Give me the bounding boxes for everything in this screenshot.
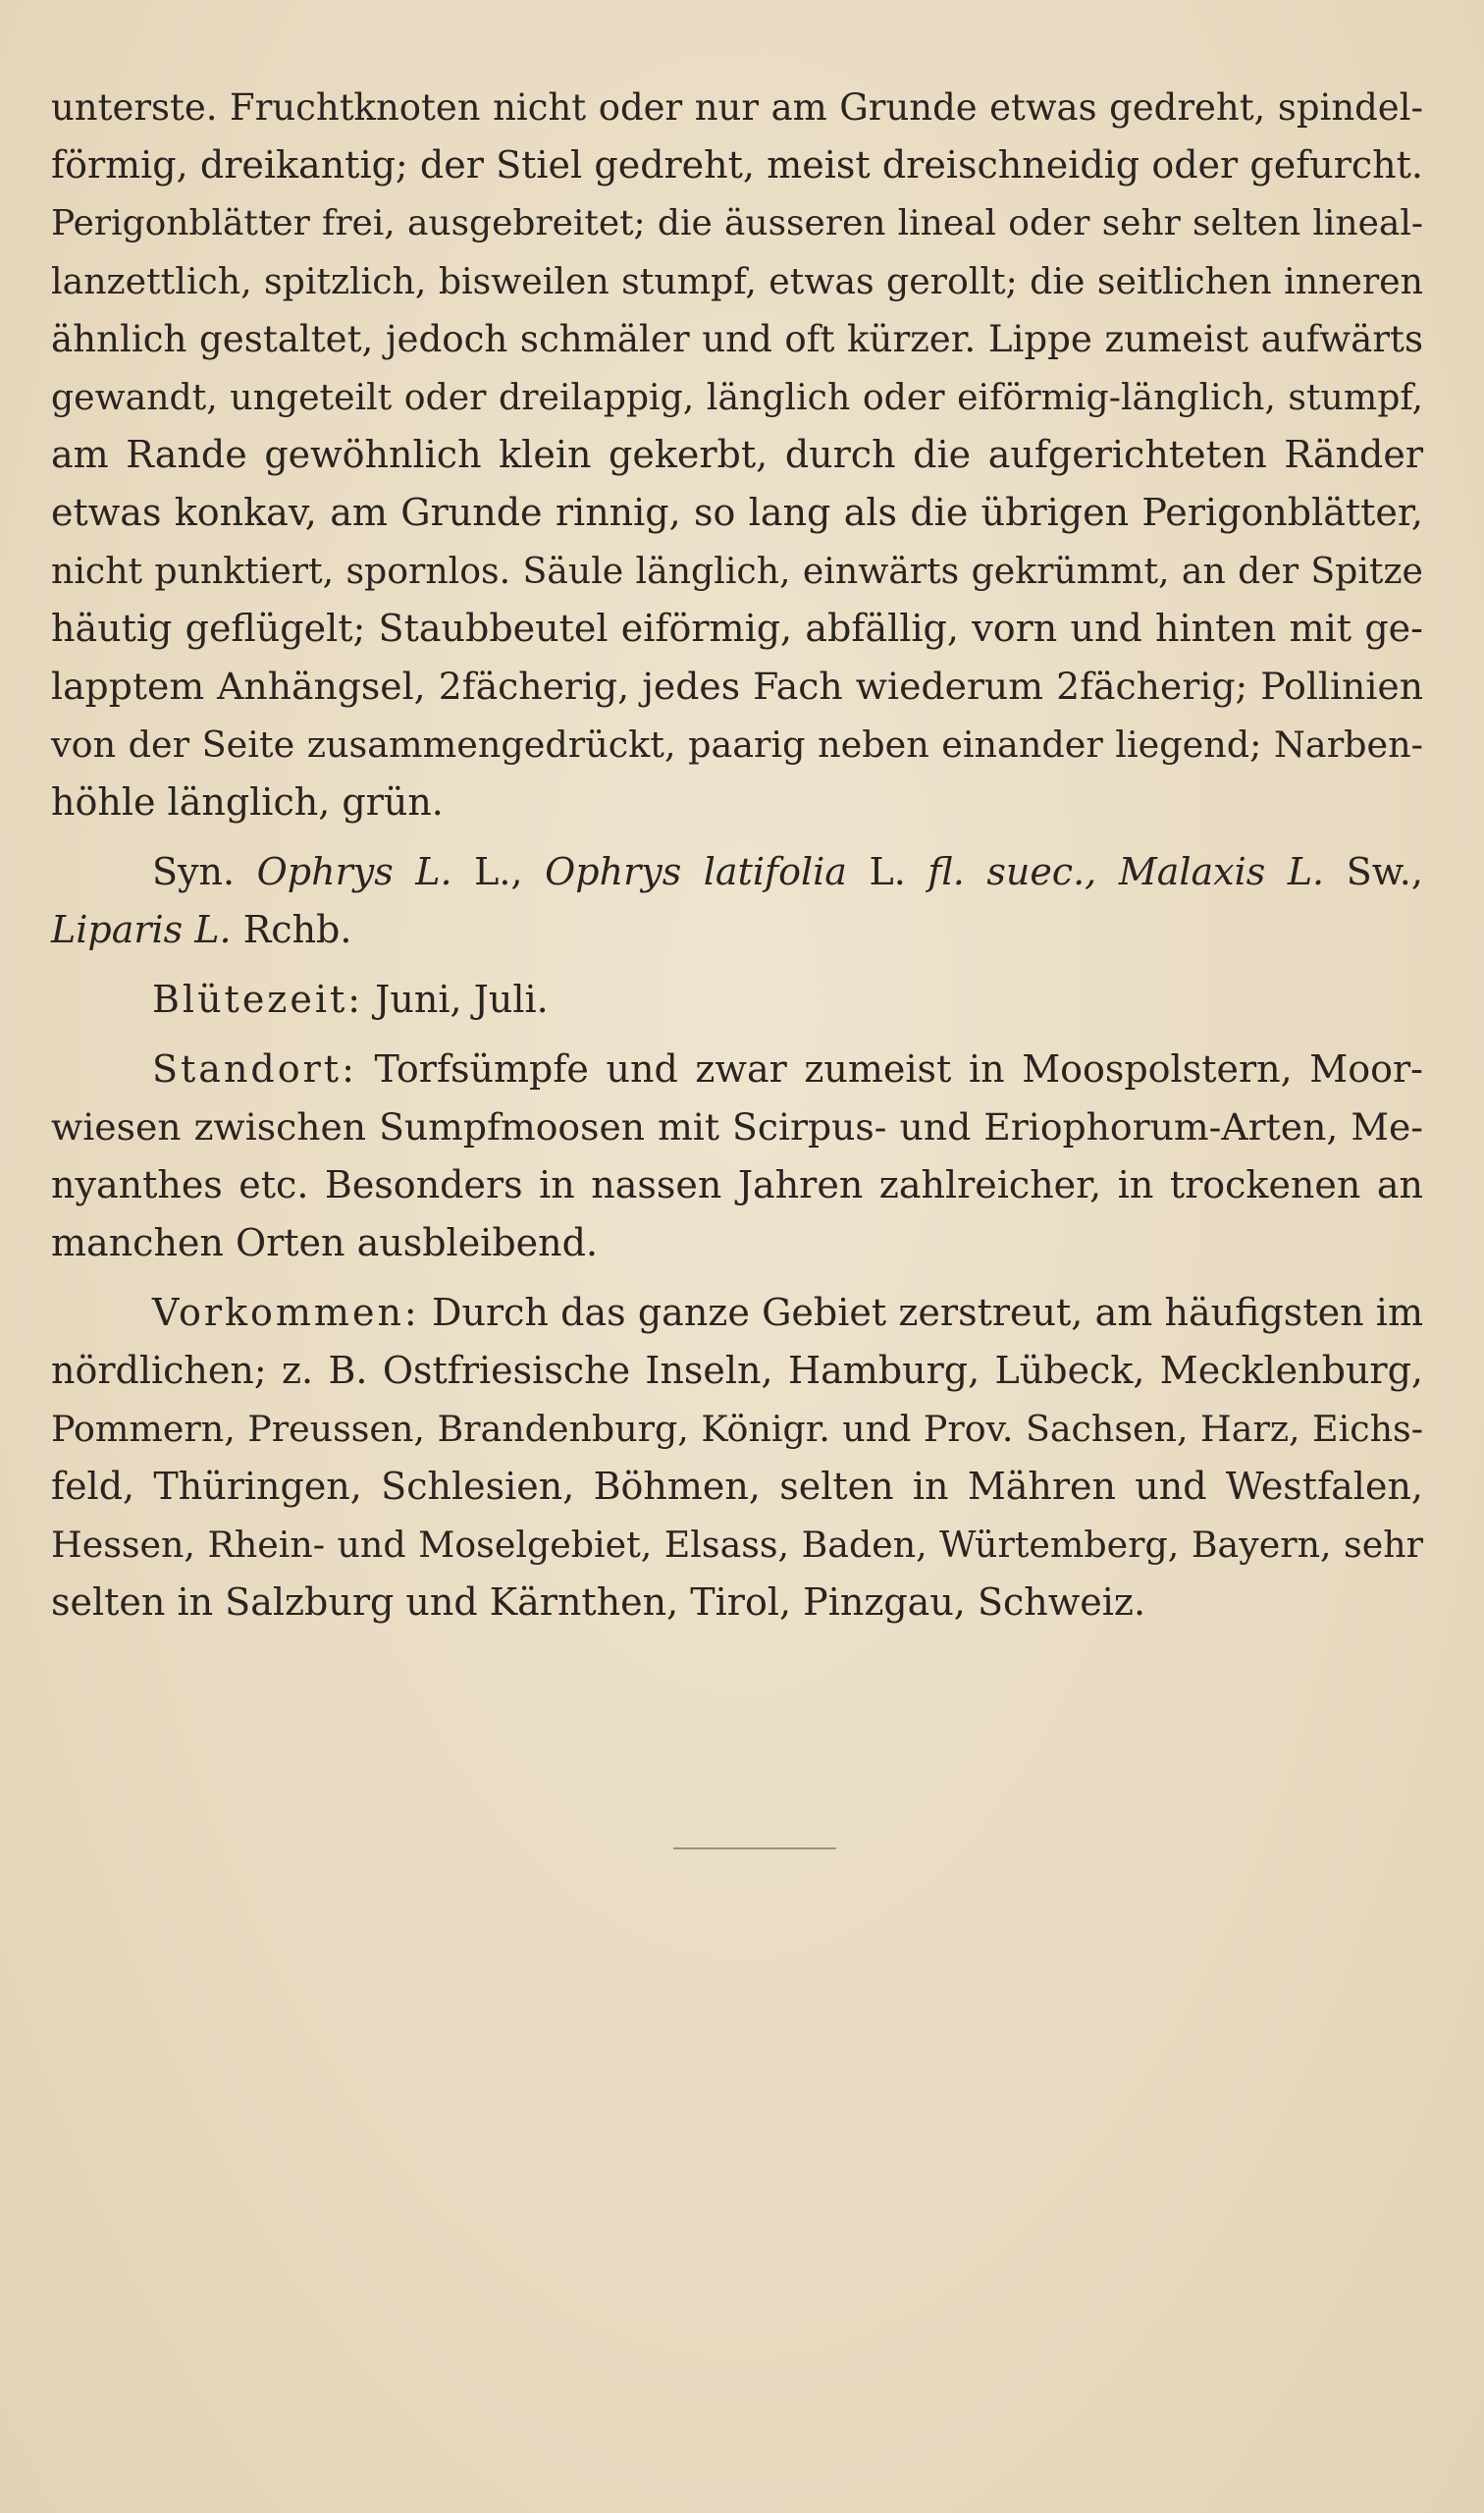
text-line: nicht punktiert, spornlos. Säule länglich, einwärts gekrümmt, an der Spitze — [51, 550, 1423, 592]
standort-line-1 — [51, 1041, 1423, 1098]
text-line: förmig, dreikantig; der Stiel gedreht, meist dreischneidig oder gefurcht. — [51, 143, 1423, 187]
bluetezeit-paragraph — [51, 971, 1423, 1029]
text-line: nyanthes etc. Besonders in nassen Jahren zahlreicher, in trockenen an — [51, 1163, 1423, 1206]
text-line: lapptem Anhängsel, 2fächerig, jedes Fach wiederum 2fächerig; Pollinien — [51, 665, 1423, 708]
text-line: feld, Thüringen, Schlesien, Böhmen, selten in Mähren und Westfalen, — [51, 1465, 1423, 1508]
text-line: etwas konkav, am Grunde rinnig, so lang als die übrigen Perigonblätter, — [51, 491, 1423, 534]
text-line: ähnlich gestaltet, jedoch schmäler und oft kürzer. Lippe zumeist aufwärts — [51, 318, 1423, 360]
syn-author: L., — [474, 850, 523, 893]
syn-author: Sw., — [1346, 850, 1423, 893]
text-line: wiesen zwischen Sumpfmoosen mit Scirpus- und Eriophorum-Arten, Me- — [51, 1105, 1423, 1149]
description-paragraph — [51, 79, 1423, 831]
standort-label: Standort: — [152, 1047, 357, 1091]
text-line: häutig geflügelt; Staubbeutel eiförmig, abfällig, vorn und hinten mit ge- — [51, 607, 1423, 650]
text-line: manchen Orten ausbleibend. — [51, 1221, 599, 1264]
text-line: selten in Salzburg und Kärnthen, Tirol, Pinzgau, Schweiz. — [51, 1580, 1146, 1624]
text-line: von der Seite zusammengedrückt, paarig neben einander liegend; Narben- — [51, 723, 1423, 766]
synonyms-line-2 — [51, 901, 1423, 959]
standort-paragraph — [51, 1041, 1423, 1272]
syn-name: Malaxis L. — [1118, 850, 1325, 893]
text-line: Pommern, Preussen, Brandenburg, Königr. und Prov. Sachsen, Harz, Eichs- — [51, 1408, 1423, 1450]
synonyms-line-1 — [51, 843, 1423, 901]
vorkommen-paragraph — [51, 1284, 1423, 1631]
standort-text: Torfsümpfe und zwar zumeist in Moospolstern, Moor- — [374, 1047, 1423, 1091]
syn-author: L. — [869, 850, 906, 893]
end-rule — [673, 1847, 836, 1849]
text-line: Hessen, Rhein- und Moselgebiet, Elsass, Baden, Würtemberg, Bayern, sehr — [51, 1524, 1423, 1566]
bluetezeit-line — [51, 971, 1423, 1029]
vorkommen-label: Vorkommen: — [152, 1291, 420, 1334]
text-line: Perigonblätter frei, ausgebreitet; die äusseren lineal oder sehr selten lineal- — [51, 203, 1423, 243]
vorkommen-text: Durch das ganze Gebiet zerstreut, am häufigsten im — [432, 1291, 1423, 1334]
text-line: lanzettlich, spitzlich, bisweilen stumpf, etwas gerollt; die seitlichen inneren — [51, 260, 1423, 302]
syn-author: Rchb. — [242, 908, 352, 951]
page-text — [51, 79, 1423, 1631]
text-line: höhle länglich, grün. — [51, 780, 444, 824]
syn-source: fl. suec., — [928, 850, 1097, 893]
syn-name: Liparis L. — [51, 908, 232, 951]
text-line: nördlichen; z. B. Ostfriesische Inseln, Hamburg, Lübeck, Mecklenburg, — [51, 1349, 1423, 1392]
text-line: am Rande gewöhnlich klein gekerbt, durch die aufgerichteten Ränder — [51, 433, 1423, 476]
bluetezeit-text: Juni, Juli. — [375, 978, 549, 1021]
syn-name: Ophrys L. — [256, 850, 452, 893]
text-line: unterste. Fruchtknoten nicht oder nur am Grunde etwas gedreht, spindel- — [51, 86, 1423, 129]
vorkommen-line-1 — [51, 1284, 1423, 1342]
syn-label: Syn. — [152, 850, 236, 893]
syn-name: Ophrys latifolia — [545, 850, 847, 893]
synonyms-paragraph — [51, 843, 1423, 959]
bluetezeit-label: Blütezeit: — [152, 978, 364, 1021]
text-line: gewandt, ungeteilt oder dreilappig, länglich oder eiförmig-länglich, stumpf, — [51, 376, 1423, 418]
